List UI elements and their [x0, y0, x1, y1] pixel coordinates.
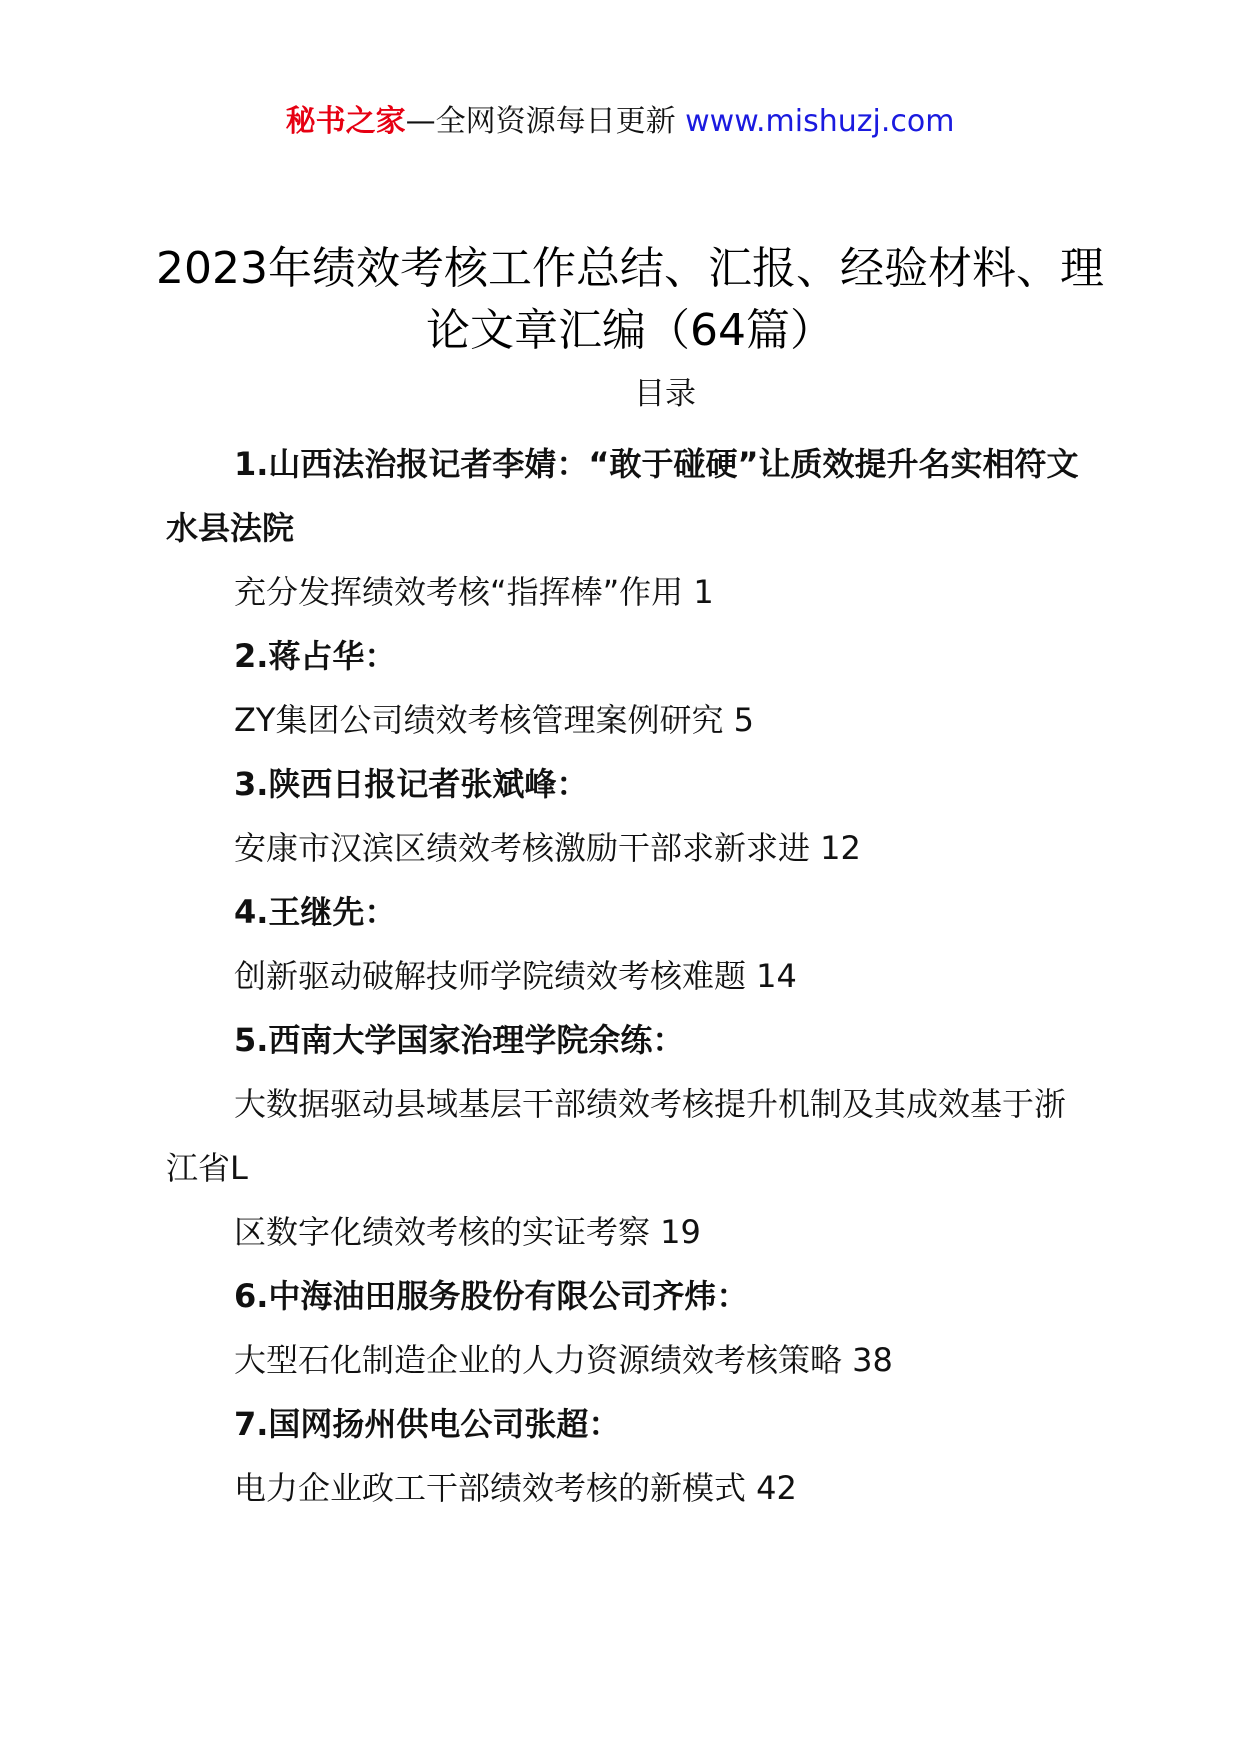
toc-entry-subtitle[interactable]: 大型石化制造企业的人力资源绩效考核策略 38	[234, 1341, 893, 1379]
document-title: 2023年绩效考核工作总结、汇报、经验材料、理论文章汇编（64篇）	[156, 243, 1104, 356]
brand-name: 秘书之家	[285, 104, 406, 139]
toc-entry-title[interactable]: 6.中海油田服务股份有限公司齐炜：	[234, 1277, 749, 1315]
toc-entry-title[interactable]: 3.陕西日报记者张斌峰：	[234, 765, 589, 803]
site-header	[0, 100, 1240, 144]
header-tagline: —全网资源每日更新	[405, 104, 676, 139]
toc-entry-title[interactable]: 4.王继先：	[234, 893, 397, 931]
toc-entry-subtitle[interactable]: 充分发挥绩效考核“指挥棒”作用 1	[234, 573, 714, 611]
toc-entry-title[interactable]: 7.国网扬州供电公司张超：	[234, 1405, 621, 1443]
site-url-link[interactable]: www.mishuzj.com	[685, 104, 955, 139]
toc-entry-title[interactable]: 1.山西法治报记者李婧：“敢于碰硬”让质效提升名实相符文水县法院	[166, 445, 1079, 547]
toc-heading: 目录	[634, 376, 696, 412]
toc-entry-title[interactable]: 5.西南大学国家治理学院余练：	[234, 1021, 685, 1059]
toc-entry-title[interactable]: 2.蒋占华：	[234, 637, 397, 675]
toc-entry-subtitle-continued[interactable]: 区数字化绩效考核的实证考察 19	[234, 1213, 701, 1251]
toc-entry-subtitle[interactable]: ZY集团公司绩效考核管理案例研究 5	[234, 701, 755, 739]
toc-entry-subtitle[interactable]: 电力企业政工干部绩效考核的新模式 42	[234, 1469, 797, 1507]
toc-entry-subtitle[interactable]: 创新驱动破解技师学院绩效考核难题 14	[234, 957, 797, 995]
table-of-contents	[166, 432, 1096, 1520]
toc-entry-subtitle[interactable]: 安康市汉滨区绩效考核激励干部求新求进 12	[234, 829, 861, 867]
toc-entry-subtitle[interactable]: 大数据驱动县域基层干部绩效考核提升机制及其成效基于浙江省L	[166, 1085, 1067, 1187]
